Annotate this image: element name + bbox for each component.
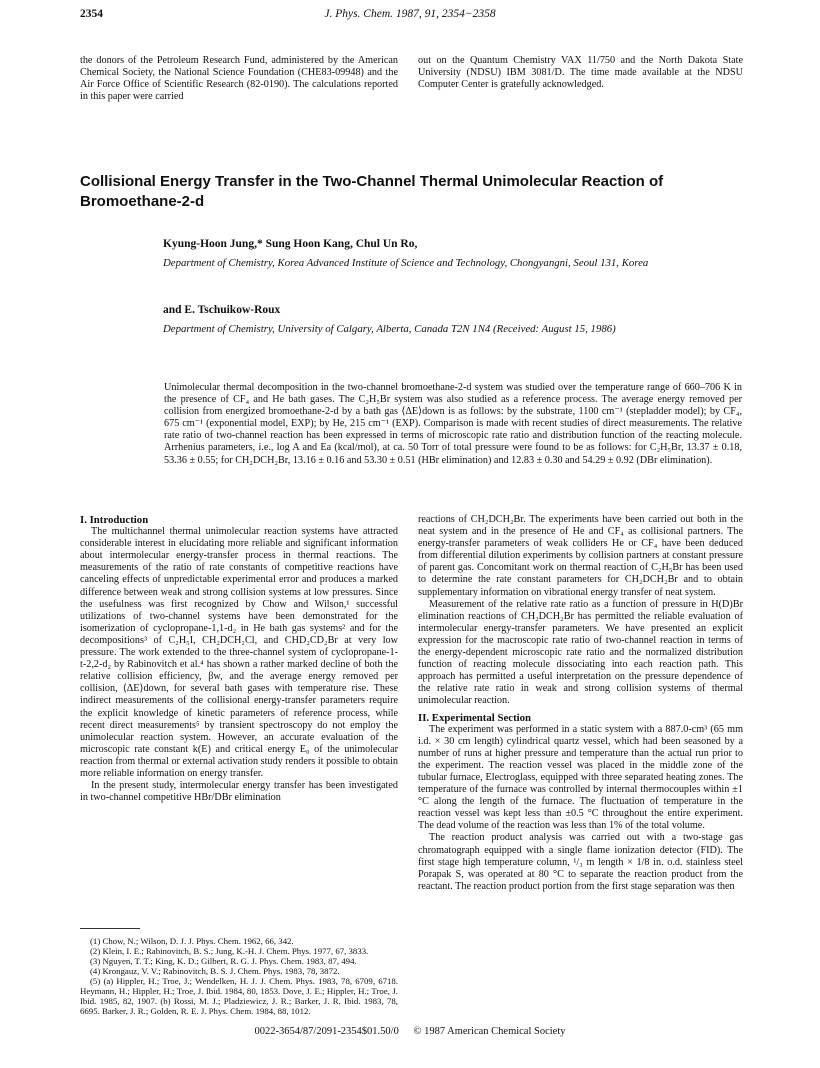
acknowledgment-text-left: the donors of the Petroleum Research Fund, administered by the American Chemical Society, the National Science Foundation (CHE83-09948) and the Air Force Office of Scientific Research (82-0190). The calculations reported in this paper were carried <box>80 55 398 103</box>
affiliation-secondary: Department of Chemistry, University of Calgary, Alberta, Canada T2N 1N4 (Received: August 15, 1986) <box>163 323 616 335</box>
paragraph: Measurement of the relative rate ratio as a function of pressure in H(D)Br elimination reactions of CH₂DCH₂Br has permitted the reliable evaluation of intermolecular energy-transfer parameters. We have presented an explicit expression for the macroscopic rate ratio of two-channel reaction in terms of the energy-dependent microscopic rate ratio and the normalized distribution function of reacting molecule dissociating into each reaction path. This approach has permitted a useful interpretation on the pressure dependence of the relative rate ratio in weak and strong collision systems of thermal unimolecular reaction. <box>418 598 743 707</box>
journal-citation: J. Phys. Chem. 1987, 91, 2354−2358 <box>324 8 496 20</box>
section-heading-experimental: II. Experimental Section <box>418 711 532 724</box>
footnote: (2) Klein, I. E.; Rabinovitch, B. S.; Jung, K.-H. J. Chem. Phys. 1977, 67, 3833. <box>90 946 369 956</box>
authors-secondary: and E. Tschuikow-Roux <box>163 304 281 316</box>
footnote: (5) (a) Hippler, H.; Troe, J.; Wendelken, H. J. J. Chem. Phys. 1983, 78, 6709, 6718. Heymann, H.; Hippler, H.; Troe, J. Ibid. 1984, 80, 1853. Dove, J. E.; Hippler, H.; Troe, J. Ibid. 1985, 82, 1907. (b) Rossi, M. J.; Pladziewicz, J. R.; Barker, J. R. Ibid. 1983, 78, 6695. Barker, J. R.; Golden, R. E. J. Phys. Chem. 1984, 88, 1012. <box>80 976 398 1016</box>
paragraph: In the present study, intermolecular energy transfer has been investigated in two-channel competitive HBr/DBr elimination <box>80 780 398 804</box>
paragraph: reactions of CH₂DCH₂Br. The experiments have been carried out both in the neat system and in the presence of He and CF₄ as collisional partners. The energy-transfer parameters of weak colliders He or CF₄ have been deduced from differential dilution experiments by collision partners at constant pressure of parent gas. Concomitant work on thermal reaction of C₂H₅Br has been used to determine the rate constant parameters for CH₂DCH₂Br and to obtain supplementary information on vibrational energy transfer of neat system. <box>418 514 743 598</box>
paragraph: The reaction product analysis was carried out with a two-stage gas chromatograph equipped with a single flame ionization detector (FID). The first stage high temperature column, ¹/₃ m length × 1/8 in. o.d. stainless steel Porapak S, was operated at 80 °C to separate the reaction product from the reactant. The reaction product portion from the first stage separation was then <box>418 832 743 892</box>
affiliation-primary: Department of Chemistry, Korea Advanced Institute of Science and Technology, Chongyangni, Seoul 131, Korea <box>163 257 649 269</box>
article-code: 0022-3654/87/2091-2354$01.50/0 <box>254 1026 399 1037</box>
footnotes <box>80 936 398 1016</box>
running-header <box>80 8 740 24</box>
footnote-rule <box>80 928 140 929</box>
acknowledgment-left <box>80 55 398 103</box>
left-column <box>80 514 398 804</box>
title-line-2: Bromoethane-2-d <box>80 193 205 210</box>
acknowledgment-text-right: out on the Quantum Chemistry VAX 11/750 and the North Dakota State University (NDSU) IBM 3081/D. The time made available at the NDSU Computer Center is gratefully acknowledged. <box>418 55 743 91</box>
right-column <box>418 514 743 893</box>
paragraph: The multichannel thermal unimolecular reaction systems have attracted considerable interest in elucidating more reliable and significant information about intermolecular energy-transfer process in thermal reactions. The measurements of the ratio of rate constants of competitive reactions have canceling effects of unpredictable experimental error and produces a marked difference between weak and strong collision systems at low pressures. Since the usefulness was first recognized by Chow and Wilson,¹ successful utilizations of two-channel systems have been demonstrated for the isomerization of cyclopropane-1,1-d₂ in He bath gas systems² and for the decompositions³ of C₂H₅I, CH₂DCH₂Cl, and CHD₂CD₂Br at very low pressure. The work extended to the three-channel system of cyclopropane-1-t-2,2-d₂ by Rabinovitch et al.⁴ has shown a rather marked decline of both the relative collision efficiency, βw, and the average energy removed per collision, ⟨ΔE⟩down, for several bath gases with temperature rise. These indirect measurements of the collisional energy-transfer parameters require the explicit knowledge of kinetic parameters of reference process, while recent direct measurements⁵ by transient spectroscopy do not employ the unimolecular reaction system. However, an accurate evaluation of the microscopic rate constant k(E) and critical energy E₀ of the unimolecular reaction from thermal or external activation study renders it possible to obtain more reliable information on energy transfer. <box>80 526 398 779</box>
footnote: (4) Krongauz, V. V.; Rabinovitch, B. S. J. Chem. Phys. 1983, 78, 3872. <box>90 966 340 976</box>
footnote: (1) Chow, N.; Wilson, D. J. J. Phys. Chem. 1962, 66, 342. <box>90 936 294 946</box>
footnote: (3) Nguyen, T. T.; King, K. D.; Gilbert, R. G. J. Phys. Chem. 1983, 87, 494. <box>90 956 357 966</box>
section-heading-introduction: I. Introduction <box>80 514 149 526</box>
acknowledgment-right <box>418 55 743 91</box>
article-title <box>80 172 740 212</box>
copyright: © 1987 American Chemical Society <box>413 1026 566 1037</box>
title-line-1: Collisional Energy Transfer in the Two-Channel Thermal Unimolecular Reaction of <box>80 173 664 190</box>
authors-primary: Kyung-Hoon Jung,* Sung Hoon Kang, Chul Un Ro, <box>163 238 418 250</box>
page-footer <box>80 1026 740 1037</box>
abstract: Unimolecular thermal decomposition in the two-channel bromoethane-2-d system was studied over the temperature range of 660–706 K in the presence of CF₄ and He bath gases. The C₂H₅Br system was also studied as a reference process. The average energy removed per collision from energized bromoethane-2-d by a bath gas ⟨ΔE⟩down is as follows: by the substrate, 1100 cm⁻¹ (stepladder model); by CF₄, 675 cm⁻¹ (exponential model, EXP); by He, 215 cm⁻¹ (EXP). Comparison is made with recent studies of direct measurements. The relative rate ratio of two-channel reaction has been expressed in terms of microscopic rate ratio and distribution function of the reacting molecule. Arrhenius parameters, i.e., log A and Ea (kcal/mol), at ca. 50 Torr of total pressure were found to be as follows: for C₂H₅Br, 13.37 ± 0.18, 53.36 ± 0.55; for CH₂DCH₂Br, 13.16 ± 0.16 and 53.30 ± 0.51 (HBr elimination) and 12.83 ± 0.30 and 54.29 ± 0.92 (DBr elimination). <box>164 382 742 466</box>
page-number: 2354 <box>80 8 103 20</box>
paragraph: The experiment was performed in a static system with a 887.0-cm³ (65 mm i.d. × 30 cm length) cylindrical quartz vessel, which had been seasoned by a number of runs at higher pressure and temperature than the actual run prior to the experiment. The reaction vessel was placed in the middle zone of the tubular furnace, Electroglass, equipped with three separated heating zones. The temperature of the furnace was controlled by internal thermocouples within ±1 °C along the length of the furnace. The fluctuation of temperature in the reaction vessel was kept less than ±0.5 °C throughout the entire experiment. The dead volume of the reaction was less than 1% of the total volume. <box>418 723 743 832</box>
